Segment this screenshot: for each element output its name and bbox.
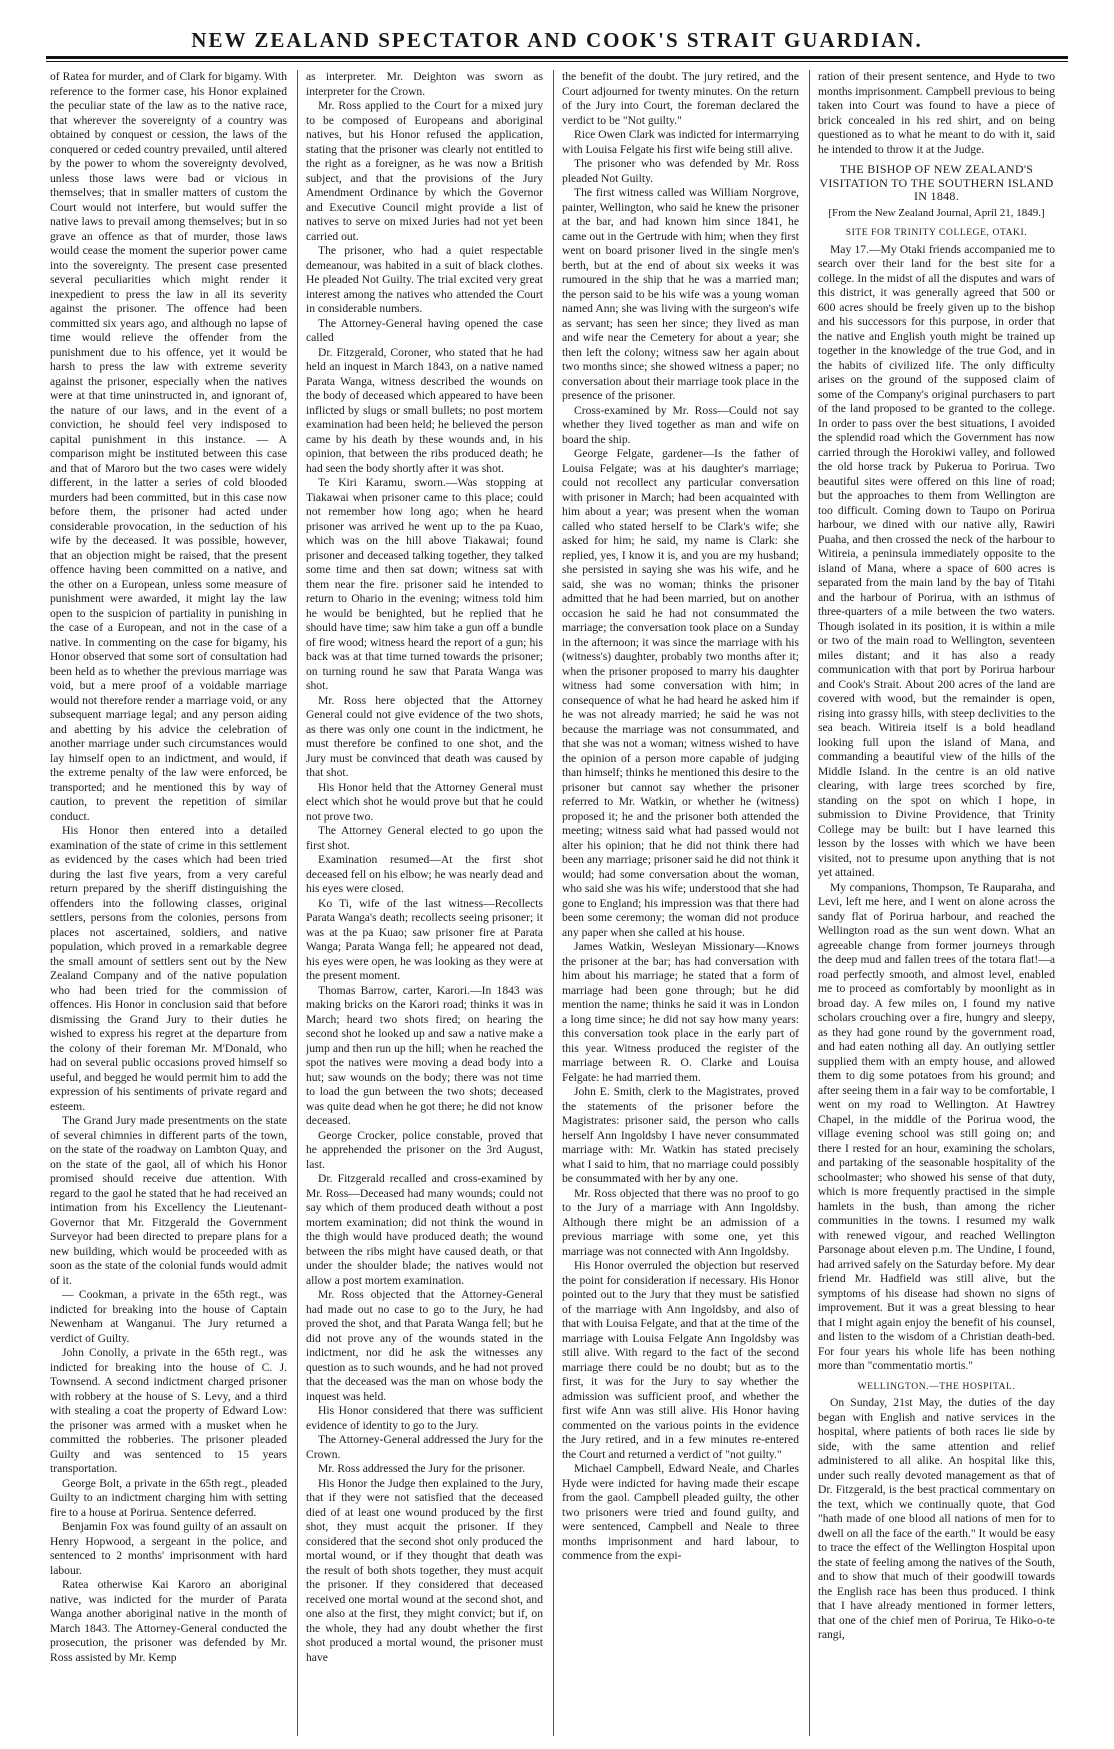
paragraph: His Honor the Judge then explained to the Jury, that if they were not satisfied that the deceased died of at least one wound produced by the first shot, they must acquit the prisoner. If they considered that the second shot only produced the mortal wound, or if they thought that death was the result of both shots together, they must acquit the prisoner. If they considered that deceased received one mortal wound at the second shot, and one also at the first, they might convict; but if, on the whole, they had any doubt whether the first shot produced a mortal wound, the prisoner must have [306, 1476, 543, 1664]
paragraph: Mr. Ross applied to the Court for a mixed jury to be composed of Europeans and aboriginal natives, but his Honor refused the application, stating that the prisoner was clearly not entitled to the right as a foreigner, as he was now a British subject, and that the provisions of the Jury Amendment Ordinance by which the Governor and Executive Council might provide a list of natives to serve on mixed Juries had not yet been carried out. [306, 99, 543, 243]
paragraph: Ko Ti, wife of the last witness—Recollects Parata Wanga's death; recollects seeing prisoner; it was at the pa Kuao; saw prisoner fire at Parata Wanga; Parata Wanga fell; he appeared not dead, his eyes were open, he was looking as they were at the present moment. [306, 896, 543, 982]
paragraph: — Cookman, a private in the 65th regt., was indicted for breaking into the house of Captain Newenham at Wanganui. The Jury returned a verdict of Guilty. [50, 1288, 287, 1345]
paragraph: James Watkin, Wesleyan Missionary—Knows the prisoner at the bar; has had conversation with him about his marriage; he stated that a form of marriage had been gone through; but he did mention the name; thinks he said it was in London a long time since; he did not say how many years: this conversation took place in the early part of this year. Witness produced the register of the marriage between R. O. Clarke and Louisa Felgate: he had married them. [562, 940, 799, 1084]
column-3 [562, 70, 799, 1736]
paragraph: George Felgate, gardener—Is the father of Louisa Felgate; was at his daughter's marriage; could not recollect any particular conversation with prisoner in March; had been acquainted with him about a year; was present when the woman called who stated herself to be Clark's wife; she asked for him; he said, my name is Clark: she replied, yes, I know it is, and you are my husband; she persisted in saying she was his wife, and he said, she was no woman; thinks the prisoner admitted that he had been married, but on another occasion he said he had not consummated the marriage; the conversation took place on a Sunday in the afternoon; it was since the marriage with his (witness's) daughter, probably two months after it; when the prisoner proposed to marry his daughter witness had some conversation with him; in consequence of what he had heard he asked him if he was not already married; he said he was not because the marriage was not consummated, and that she was not a woman; witness wished to have the opinion of a person more capable of judging than himself; thinks he mentioned this desire to the prisoner but cannot say whether the prisoner referred to Mr. Watkin, or whether he (witness) proposed it; he and the prisoner both attended the meeting; witness said what had passed would not alter his opinion; that he did not think there had been any marriage; prisoner said he did not think it would; had some conversation about the woman, who said she was his wife; understood that she had gone to England; his impression was that there had been some ceremony; the woman did not produce any paper when she called at his house. [562, 447, 799, 939]
paragraph: The Attorney-General having opened the case called [306, 316, 543, 344]
paragraph: His Honor then entered into a detailed examination of the state of crime in this settlement as evidenced by the cases which had been tried during the last five years, from a very careful return prepared by the sheriff distinguishing the offenders into the following classes, original settlers, persons from the colonies, persons from places not ascertained, soldiers, and native population, which proved in a remarkable degree the small amount of settlers sent out by the New Zealand Company and of the native population who had been tried for the commission of offences. His Honor in conclusion said that before dismissing the Grand Jury to their duties he wished to express his regret at the departure from the colony of their foreman Mr. M'Donald, who had on several public occasions proved himself so useful, and begged he would permit him to add the expression of his sentiments of private regard and esteem. [50, 824, 287, 1113]
paragraph: Mr. Ross objected that the Attorney-General had made out no case to go to the Jury, he had proved the shot, and that Parata Wanga fell; but he did not prove any of the wounds stated in the indictment, nor did he ask the witnesses any question as to such wounds, and he had not proved that the deceased was the man on whose body the inquest was held. [306, 1288, 543, 1403]
paragraph: Mr. Ross here objected that the Attorney General could not give evidence of the two shots, as there was only one count in the indictment, he must therefore be confined to one shot, and the Jury must be convinced that death was caused by that shot. [306, 693, 543, 779]
paragraph: His Honor held that the Attorney General must elect which shot he would prove but that he could not prove two. [306, 780, 543, 823]
paragraph: as interpreter. Mr. Deighton was sworn as interpreter for the Crown. [306, 70, 543, 98]
paragraph: His Honor considered that there was sufficient evidence of identity to go to the Jury. [306, 1404, 543, 1432]
paragraph: The Attorney-General addressed the Jury for the Crown. [306, 1433, 543, 1461]
paragraph: The Attorney General elected to go upon the first shot. [306, 824, 543, 852]
article-heading: THE BISHOP OF NEW ZEALAND'S VISITATION TO THE SOUTHERN ISLAND IN 1848. [819, 162, 1054, 203]
masthead-rule-thin [46, 61, 1068, 62]
paragraph: Examination resumed—At the first shot deceased fell on his elbow; he was nearly dead and his eyes were closed. [306, 853, 543, 895]
paragraph: of Ratea for murder, and of Clark for bigamy. With reference to the former case, his Honor explained the peculiar state of the law as to the native race, that wherever the sovereignty of a country was obtained by conquest or cession, the laws of the conquered or ceded country prevailed, until altered by the power to whom the sovereignty devolved, unless those laws were bad or vicious in themselves; that in smaller matters of custom the Court would not interfere, but would suffer the native laws to prevail among themselves; but in so grave an offence as that of murder, those laws would cease the moment the superior power came into the sovereignty. The present case presented several peculiarities which might render it inexpedient to press the law in all its severity against the prisoner. The offence had been committed six years ago, and although no lapse of time would relieve the offender from the punishment due to his offence, yet it would be harsh to press the law with extreme severity against the prisoner, especially when the natives were at that time uninstructed in, and ignorant of, the nature of our laws, and in the event of a conviction, he should feel very indisposed to capital punishment in this instance. — A comparison might be instituted between this case and that of Maroro but the two cases were widely different, in the latter a series of cold blooded murders had been committed, but in this case now before them, the prisoner had acted under considerable provocation, in the seduction of his wife by the deceased. It was possible, however, that an objection might be raised, that the present offence having been committed on a native, and the other on a European, unless some measure of punishment were awarded, it might lay the law open to the suspicion of partiality in punishing in the case of a European, and not in the case of a native. In commenting on the case for bigamy, his Honor observed that some sort of consultation had been held as to whether the previous marriage was void, but a mere proof of a voidable marriage would not therefore render a marriage void, or any subsequent marriage legal; and any person aiding and abetting by his advice the celebration of another marriage under such circumstances would lay himself open to an indictment, and would, if the extreme penalty of the law were enforced, be transported; and he mentioned this by way of caution, to prevent the repetition of similar conduct. [50, 70, 287, 823]
section-subheading: WELLINGTON.—THE HOSPITAL. [857, 1381, 1016, 1392]
paragraph: Benjamin Fox was found guilty of an assault on Henry Hopwood, a sergeant in the police, and sentenced to 2 months' imprisonment with hard labour. [50, 1520, 287, 1577]
paragraph: May 17.—My Otaki friends accompanied me to search over their land for the best site for a college. In the midst of all the disputes and wars of this district, it was generally agreed that 500 or 600 acres should be freely given up to the bishop and his successors for this purpose, in order that the native and English youth might be trained up together in the knowledge of the true God, and in the habits of civilized life. The only difficulty arises on the ground of the supposed claim of some of the Company's original purchasers to part of the land proposed to be granted to the college. In order to pass over the best situations, I avoided the splendid road which the Government has now carried through the Horokiwi valley, and followed the old horse track by Pukerua to Porirua. Two beautiful sites were offered on this line of road; but the approaches to them from Wellington are too difficult. Coming down to Taupo on Porirua harbour, we dined with our native ally, Rawiri Puaha, and then crossed the neck of the harbour to Witireia, a peninsula immediately opposite to the island of Mana, where a space of 600 acres is separated from the main land by the bay of Titahi and the harbour of Porirua, with an isthmus of three-quarters of a mile between the two waters. Though isolated in its position, it is within a mile or two of the main road to Wellington, seventeen miles distant; and it has also a ready communication with that port by Porirua harbour and Cook's Strait. About 200 acres of the land are covered with wood, but the remainder is open, rising into grassy hills, with steep declivities to the sea beach. Witireia itself is a bold headland looking full upon the island of Mana, and commanding a beautiful view of the hills of the Middle Island. In the centre is an old native clearing, with large trees scorched by fire, standing on the spot on which I hope, in submission to Divine Providence, that Trinity College may be built: but I have learned this lesson by the losses with which we have been visited, not to presume upon anything that is not yet attained. [818, 242, 1055, 879]
column-divider-3 [809, 70, 810, 1736]
paragraph: Thomas Barrow, carter, Karori.—In 1843 was making bricks on the Karori road; thinks it was in March; heard two shots fired; on hearing the second shot he looked up and saw a native make a jump and then run up the hill; when he reached the spot the natives were moving a dead body into a hut; saw wounds on the body; there was not time to load the gun between the two shots; deceased was quite dead when he got there; he did not know deceased. [306, 983, 543, 1127]
paragraph: George Bolt, a private in the 65th regt., pleaded Guilty to an indictment charging him with setting fire to a house at Porirua. Sentence deferred. [50, 1476, 287, 1519]
paragraph: On Sunday, 21st May, the duties of the day began with English and native services in the hospital, where patients of both races lie side by side, with the same attention and relief administered to all alike. An hospital like this, under such really devoted management as that of Dr. Fitzgerald, is the best practical commentary on the text, which we continually quote, that God "hath made of one blood all nations of men for to dwell on all the face of the earth." It would be easy to trace the effect of the Wellington Hospital upon the state of feeling among the natives of the South, and to show that much of their goodwill towards the English race has been thus produced. I think that I have already mentioned in former letters, that one of the chief men of Porirua, Te Hiko-o-te rangi, [818, 1396, 1055, 1641]
paragraph: George Crocker, police constable, proved that he apprehended the prisoner on the 3rd August, last. [306, 1128, 543, 1171]
paragraph: Rice Owen Clark was indicted for intermarrying with Louisa Felgate his first wife being still alive. [562, 128, 799, 156]
paragraph: Ratea otherwise Kai Karoro an aboriginal native, was indicted for the murder of Parata Wanga another aboriginal native in the month of March 1843. The Attorney-General conducted the prosecution, the prisoner was defended by Mr. Ross assisted by Mr. Kemp [50, 1578, 287, 1664]
paragraph: His Honor overruled the objection but reserved the point for consideration if necessary. His Honor pointed out to the Jury that they must be satisfied of the marriage with Ann Ingoldsby, and also of that with Louisa Felgate, and that at the time of the marriage with Louisa Felgate Ann Ingoldsby was still alive. With regard to the fact of the second marriage there could be no doubt; but as to the first, it was for the Jury to say whether the admission was sufficient proof, and whether the first wife Ann was still alive. His Honor having commented on the various points in the evidence the Jury retired, and in a few minutes re-entered the Court and returned a verdict of "not guilty." [562, 1259, 799, 1461]
paragraph: John E. Smith, clerk to the Magistrates, proved the statements of the prisoner before the Magistrates: prisoner said, the person who calls herself Ann Ingoldsby I have never consummated marriage with: Mr. Watkin has stated precisely what I said to him, that no marriage could possibly be consummated with her by any one. [562, 1085, 799, 1185]
paragraph: Mr. Ross addressed the Jury for the prisoner. [318, 1462, 526, 1475]
column-divider-2 [553, 70, 554, 1736]
article-source: [From the New Zealand Journal, April 21, 1849.] [828, 206, 1045, 219]
paragraph: Dr. Fitzgerald, Coroner, who stated that he had held an inquest in March 1843, on a native named Parata Wanga, witness described the wounds on the body of deceased which appeared to have been inflicted by slugs or small bullets; no post mortem examination had been held; he believed the person came by his death by these wounds and, in his opinion, that between the ribs produced death; he had seen the body shortly after it was shot. [306, 345, 543, 475]
masthead: NEW ZEALAND SPECTATOR AND COOK'S STRAIT GUARDIAN. [191, 28, 923, 52]
column-2 [306, 70, 543, 1736]
paragraph: the benefit of the doubt. The jury retired, and the Court adjourned for twenty minutes. On the return of the Jury into Court, the foreman declared the verdict to be "Not guilty." [562, 70, 799, 127]
masthead-rule-thick [46, 56, 1068, 59]
column-divider-1 [297, 70, 298, 1736]
paragraph: Mr. Ross objected that there was no proof to go to the Jury of a marriage with Ann Ingoldsby. Although there might be an admission of a previous marriage with some one, yet this marriage was not connected with Ann Ingoldsby. [562, 1186, 799, 1258]
paragraph: The prisoner, who had a quiet respectable demeanour, was habited in a suit of black clothes. He pleaded Not Guilty. The trial excited very great interest among the natives who attended the Court in considerable numbers. [306, 244, 543, 315]
paragraph: The first witness called was William Norgrove, painter, Wellington, who said he knew the prisoner at the bar, and had known him since 1841, he came out in the Gertrude with him; when they first went on board prisoner lived in the single men's berth, but at the end of about six weeks it was rumoured in the ship that he was a married man; the person said to be his wife was a young woman named Ann; she was living with the surgeon's wife as servant; has seen her since; they lived as man and wife near the Cemetery for about a year; she then left the colony; witness saw her again about two months since; she showed witness a paper; no conversation about their marriage took place in the presence of the prisoner. [562, 186, 799, 402]
paragraph: Dr. Fitzgerald recalled and cross-examined by Mr. Ross—Deceased had many wounds; could not say which of them produced death without a post mortem examination; did not think the wound in the thigh would have produced death; the wound between the ribs might have caused death, or that under the shoulder blade; the natives would not allow a post mortem examination. [306, 1172, 543, 1287]
column-4 [818, 70, 1055, 1736]
paragraph: Cross-examined by Mr. Ross—Could not say whether they lived together as man and wife on board the ship. [562, 403, 799, 446]
paragraph: My companions, Thompson, Te Rauparaha, and Levi, left me here, and I went on alone across the sandy flat of Porirua harbour, and reached the Wellington road as the sun went down. What an agreeable change from former journeys through the deep mud and fallen trees of the totara flat!—a road perfectly smooth, and almost level, enabled me to proceed as comfortably by moonlight as in broad day. A few miles on, I found my native scholars crouching over a fire, hungry and sleepy, as they had gone round by the government road, and had eaten nothing all day. An outlying settler supplied them with an empty house, and allowed them to dig some potatoes from his ground; and after seeing them in a fair way to be comfortable, I went on my road to Wellington. At Hawtrey Chapel, in the middle of the Porirua wood, the village evening school was still going on; and there I rested for an hour, examining the scholars, and partaking of the seasonable hospitality of the schoolmaster; who showed his sense of that duty, which is more frequently practised in the simple hamlets in the bush, than among the richer communities in the towns. I resumed my walk with renewed vigour, and reached Wellington Parsonage about eleven p.m. The Undine, I found, had arrived safely on the Saturday before. My dear friend Mr. Hadfield was still alive, but the symptoms of his disease had shown no signs of improvement. But it was a great blessing to hear that I might again enjoy the benefit of his counsel, and listen to the wisdom of a Christian death-bed. For four years his whole life has been nothing more than "commentatio mortis." [818, 880, 1055, 1372]
paragraph: ration of their present sentence, and Hyde to two months imprisonment. Campbell previous to being taken into Court was found to have a piece of brick concealed in his red shirt, and on being questioned as to what he meant to do with it, said he intended to throw it at the Judge. [818, 70, 1055, 156]
section-subheading: SITE FOR TRINITY COLLEGE, OTAKI. [845, 228, 1028, 238]
column-1 [50, 70, 287, 1736]
paragraph: Michael Campbell, Edward Neale, and Charles Hyde were indicted for having made their escape from the gaol. Campbell pleaded guilty, the other two prisoners were tried and found guilty, and were sentenced, Campbell and Neale to three months imprisonment and hard labour, to commence from the expi- [562, 1462, 799, 1562]
paragraph: The prisoner who was defended by Mr. Ross pleaded Not Guilty. [562, 157, 799, 185]
paragraph: John Conolly, a private in the 65th regt., was indicted for breaking into the house of C. J. Townsend. A second indictment charged prisoner with robbery at the house of S. Levy, and a third with stealing a coat the property of Edward Low: the prisoner was armed with a musket when he committed the robberies. The prisoner pleaded Guilty and was sentenced to 15 years transportation. [50, 1346, 287, 1475]
paragraph: The Grand Jury made presentments on the state of several chimnies in different parts of the town, on the state of the roadway on Lambton Quay, and on the state of the gaol, all of which his Honor promised should receive due attention. With regard to the gaol he stated that he had received an intimation from his Excellency the Lieutenant-Governor that Mr. Fitzgerald the Government Surveyor had been directed to prepare plans for a new building, which would be proceeded with as soon as the state of the colonial funds would admit of it. [50, 1114, 287, 1287]
paragraph: Te Kiri Karamu, sworn.—Was stopping at Tiakawai when prisoner came to this place; could not remember how long ago; when he heard prisoner was arrived he went up to the pa Kuao, which was on the hill above Tiakawai; found prisoner and deceased talking together, they talked some time and then sat down; witness sat with them near the fire. prisoner said he intended to return to Ohario in the evening; witness told him he would be benighted, but he replied that he should have time; saw him take a gun off a bundle of fire wood; witness heard the report of a gun; his back was at that time turned towards the prisoner; on turning round he saw that Parata Wanga was shot. [306, 476, 543, 692]
